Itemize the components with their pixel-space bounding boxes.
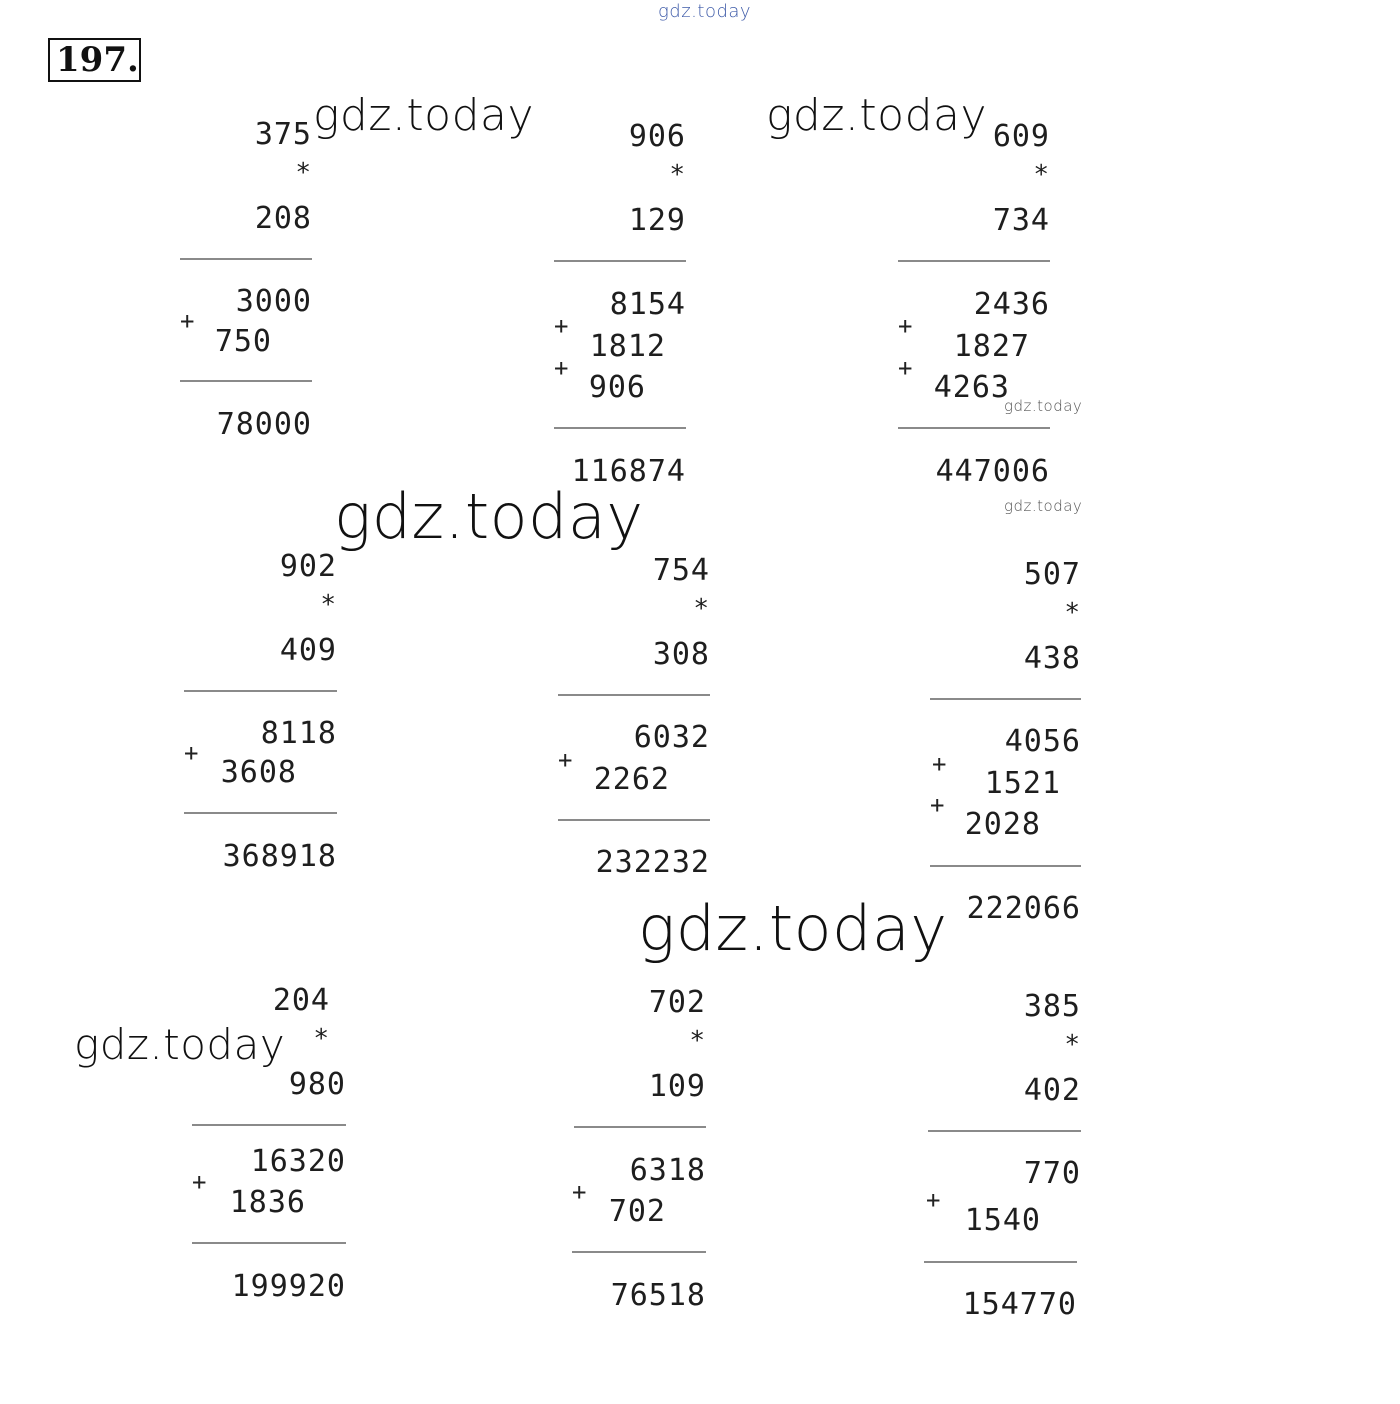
watermark-5: gdz.today [334,480,644,553]
multiply-sign: * [313,1024,330,1054]
plus-sign-1: + [192,1168,207,1196]
sum-rule [930,865,1081,867]
result: 222066 [966,891,1081,926]
multiplier: 980 [288,1067,346,1102]
partial-product-1: 3000 [235,284,312,319]
partial-product-2: 2262 [593,762,670,797]
watermark-4: gdz.today [1004,497,1083,515]
multiplier: 402 [1023,1073,1081,1108]
result: 116874 [571,454,686,489]
partial-product-1: 2436 [973,287,1050,322]
partial-product-3: 906 [588,370,646,405]
plus-sign-1: + [932,750,947,778]
partial-product-2: 1827 [953,329,1030,364]
product-rule [184,690,337,692]
watermark-3: gdz.today [1004,397,1083,415]
watermark-6: gdz.today [638,892,948,965]
partial-product-2: 702 [608,1194,666,1229]
sum-rule [558,819,710,821]
multiplier: 308 [652,637,710,672]
plus-sign-2: + [898,354,913,382]
header-watermark: gdz.today [658,1,752,22]
plus-sign-1: + [180,307,195,335]
multiply-sign: * [689,1026,706,1056]
product-rule [554,260,686,262]
partial-product-1: 6318 [629,1153,706,1188]
multiplier: 109 [648,1069,706,1104]
plus-sign-2: + [930,791,945,819]
multiplier: 129 [628,203,686,238]
multiplicand: 609 [992,119,1050,154]
multiplicand: 906 [628,119,686,154]
calculation-1 [176,118,312,448]
partial-product-2: 3608 [220,755,297,790]
sum-rule [554,427,686,429]
partial-product-1: 8154 [609,287,686,322]
partial-product-2: 1521 [984,766,1061,801]
multiplicand: 702 [648,985,706,1020]
multiplier: 734 [992,203,1050,238]
multiply-sign: * [295,158,312,188]
result: 368918 [222,839,337,874]
problem-number: 197. [48,38,141,82]
product-rule [192,1124,346,1126]
partial-product-3: 2028 [964,807,1041,842]
multiply-sign: * [1033,160,1050,190]
sum-rule [898,427,1050,429]
product-rule [558,694,710,696]
multiplicand: 375 [254,117,312,152]
multiply-sign: * [669,160,686,190]
result: 199920 [231,1269,346,1304]
plus-sign-1: + [898,312,913,340]
partial-product-1: 6032 [633,720,710,755]
calculation-8 [570,986,706,1316]
calculation-5 [556,554,710,884]
multiplier: 208 [254,201,312,236]
partial-product-2: 1836 [229,1185,306,1220]
multiply-sign: * [693,594,710,624]
partial-product-1: 4056 [1004,724,1081,759]
sum-rule [180,380,312,382]
partial-product-2: 1812 [589,329,666,364]
result: 76518 [610,1278,706,1313]
plus-sign-1: + [184,739,199,767]
result: 447006 [935,454,1050,489]
sum-rule [184,812,337,814]
partial-product-2: 750 [214,324,272,359]
multiplier: 438 [1023,641,1081,676]
multiplicand: 204 [272,983,330,1018]
calculation-3 [896,120,1050,492]
calculation-2 [552,120,686,492]
watermark-7: gdz.today [74,1020,286,1069]
watermark-1: gdz.today [313,90,535,141]
multiplicand: 754 [652,553,710,588]
result: 232232 [595,845,710,880]
partial-product-2: 1540 [964,1203,1041,1238]
sum-rule [924,1261,1077,1263]
partial-product-1: 8118 [260,716,337,751]
partial-product-1: 770 [1023,1156,1081,1191]
multiply-sign: * [1064,598,1081,628]
product-rule [930,698,1081,700]
partial-product-1: 16320 [250,1144,346,1179]
multiply-sign: * [320,590,337,620]
sum-rule [192,1242,346,1244]
calculation-9 [924,990,1081,1330]
plus-sign-1: + [558,746,573,774]
result: 154770 [962,1287,1077,1322]
plus-sign-1: + [554,312,569,340]
watermark-2: gdz.today [766,90,988,141]
multiplicand: 507 [1023,557,1081,592]
product-rule [898,260,1050,262]
sum-rule [572,1251,706,1253]
product-rule [574,1126,706,1128]
plus-sign-1: + [572,1178,587,1206]
plus-sign-2: + [554,354,569,382]
plus-sign-1: + [926,1186,941,1214]
multiplier: 409 [279,633,337,668]
multiplicand: 902 [279,549,337,584]
multiply-sign: * [1064,1030,1081,1060]
calculation-4 [182,550,337,880]
partial-product-3: 4263 [933,370,1010,405]
multiplicand: 385 [1023,989,1081,1024]
calculation-6 [928,558,1081,930]
product-rule [928,1130,1081,1132]
product-rule [180,258,312,260]
result: 78000 [216,407,312,442]
